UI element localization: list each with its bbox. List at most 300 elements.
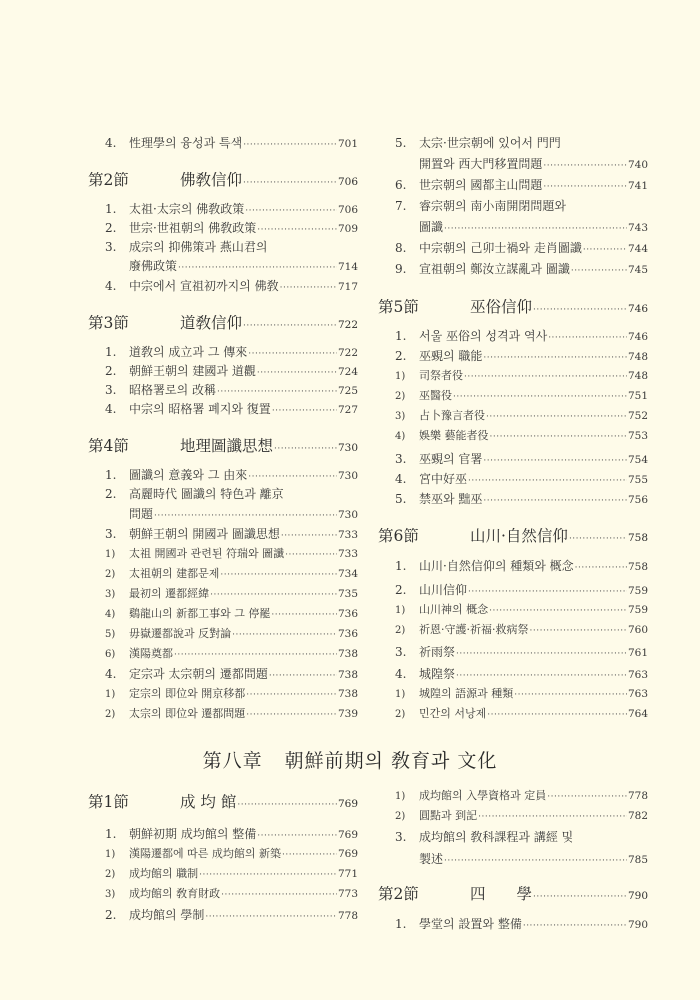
toc-entry-number: 1.	[105, 202, 117, 216]
toc-entry-number: 4)	[395, 431, 406, 442]
dot-leader	[490, 429, 627, 445]
toc-entry	[88, 526, 358, 544]
toc-entry	[88, 344, 358, 362]
toc-entry-title: 成 均 館	[180, 793, 237, 811]
toc-entry	[88, 401, 358, 419]
toc-entry-title: 開置와 西大門移置問題	[419, 157, 543, 171]
toc-entry	[378, 916, 648, 934]
toc-entry	[378, 851, 648, 869]
dot-leader	[199, 867, 337, 883]
toc-entry-number: 4.	[395, 667, 407, 681]
toc-entry-title: 問題	[129, 507, 154, 521]
toc-entry-title: 朝鮮初期 成均館의 整備	[129, 827, 257, 841]
toc-entry-number: 1.	[105, 827, 117, 841]
dot-leader	[543, 179, 627, 195]
dot-leader	[569, 529, 627, 549]
toc-entry-number: 1)	[105, 689, 116, 700]
toc-entry-number: 2)	[395, 625, 406, 636]
toc-entry-title: 世宗·世祖朝의 佛敎政策	[129, 221, 257, 235]
toc-entry-title: 巫俗信仰	[470, 298, 533, 316]
toc-entry	[378, 156, 648, 174]
toc-entry-title: 定宗과 太宗朝의 遷都問題	[129, 667, 268, 681]
toc-entry-page: 701	[337, 138, 358, 150]
toc-section-entry	[88, 170, 358, 193]
toc-section-entry	[88, 313, 358, 336]
toc-entry-title: 製述	[419, 852, 444, 866]
toc-entry-page: 758	[627, 532, 648, 544]
toc-entry	[88, 907, 358, 925]
dot-leader	[453, 389, 627, 405]
dot-leader	[220, 567, 337, 583]
dot-leader	[533, 300, 627, 320]
toc-entry-number: 2)	[395, 709, 406, 720]
toc-entry-page: 733	[337, 548, 358, 560]
toc-entry-page: 740	[627, 159, 648, 171]
dot-leader	[523, 918, 627, 934]
toc-entry-title: 城隍의 語源과 種類	[419, 687, 514, 700]
dot-leader	[478, 809, 627, 825]
toc-entry-number: 5)	[105, 629, 116, 640]
toc-entry-number: 3.	[395, 830, 407, 844]
toc-entry-page: 730	[337, 442, 358, 454]
toc-entry-title: 漢陽奠都	[129, 647, 173, 660]
toc-entry-number: 2.	[395, 583, 407, 597]
toc-entry-number: 4.	[105, 136, 117, 150]
toc-entry-number: 第4節	[88, 437, 129, 455]
toc-entry-page: 739	[337, 708, 358, 720]
toc-entry-number: 2)	[105, 869, 116, 880]
toc-entry	[378, 471, 648, 489]
toc-entry	[88, 467, 358, 485]
toc-entry-page: 790	[627, 890, 648, 902]
toc-entry-page: 730	[337, 470, 358, 482]
toc-entry-number: 9.	[395, 262, 407, 276]
toc-entry-page: 748	[627, 351, 648, 363]
toc-entry-title: 最初의 遷都經緯	[129, 587, 210, 600]
toc-entry	[378, 558, 648, 576]
toc-entry-title: 占卜豫言者役	[419, 409, 485, 422]
dot-leader	[205, 909, 337, 925]
toc-entry-title: 睿宗朝의 南小南開閉問題와	[419, 199, 566, 213]
toc-entry-number: 3)	[395, 411, 406, 422]
toc-entry-title: 四 學	[470, 885, 533, 903]
toc-entry-title: 太宗·世宗朝에 있어서 門門	[419, 136, 561, 150]
toc-entry-title: 成均館의 職制	[129, 867, 199, 880]
toc-entry	[88, 486, 358, 502]
toc-entry-number: 2)	[395, 391, 406, 402]
toc-section-entry	[378, 526, 648, 549]
dot-leader	[257, 222, 337, 238]
toc-entry-number: 1)	[105, 849, 116, 860]
dot-leader	[243, 316, 337, 336]
toc-entry-number: 第5節	[378, 298, 419, 316]
dot-leader	[486, 409, 627, 425]
chapter-number: 第八章	[202, 750, 263, 772]
toc-entry-title: 廢佛政策	[129, 259, 178, 273]
toc-entry	[88, 566, 358, 583]
toc-entry-page: 753	[627, 430, 648, 442]
toc-entry-page: 709	[337, 223, 358, 235]
dot-leader	[548, 330, 627, 346]
dot-leader	[282, 847, 337, 863]
toc-entry	[88, 201, 358, 219]
dot-leader	[257, 828, 337, 844]
toc-entry	[88, 586, 358, 603]
toc-section-entry	[88, 436, 358, 459]
toc-entry-page: 706	[337, 176, 358, 188]
toc-entry	[378, 602, 648, 619]
toc-entry-page: 758	[627, 561, 648, 573]
toc-entry-page: 741	[627, 180, 648, 192]
toc-entry-number: 3.	[395, 452, 407, 466]
toc-entry-page: 733	[337, 529, 358, 541]
dot-leader	[483, 453, 627, 469]
dot-leader	[217, 384, 337, 400]
toc-entry-title: 佛敎信仰	[180, 171, 243, 189]
toc-entry-page: 734	[337, 568, 358, 580]
toc-entry	[378, 428, 648, 445]
dot-leader	[571, 263, 627, 279]
toc-entry-title: 山川·自然信仰의 種類와 概念	[419, 559, 574, 573]
toc-entry-title: 민간의 서낭제	[419, 707, 487, 720]
toc-entry-title: 中宗에서 宣祖初까지의 佛敎	[129, 279, 279, 293]
chapter-heading	[0, 746, 700, 773]
toc-entry-page: 778	[337, 910, 358, 922]
dot-leader	[285, 547, 337, 563]
dot-leader	[248, 469, 337, 485]
toc-entry-title: 中宗의 昭格署 폐지와 復置	[129, 402, 271, 416]
toc-entry	[88, 866, 358, 883]
dot-leader	[221, 887, 337, 903]
toc-entry	[378, 582, 648, 600]
toc-entry-title: 서울 巫俗의 성격과 역사	[419, 329, 548, 343]
toc-entry-title: 祈恩·守護·祈福·救病祭	[419, 623, 529, 636]
toc-entry-page: 714	[337, 261, 358, 273]
toc-entry-page: 746	[627, 331, 648, 343]
toc-entry-title: 圓點과 到記	[419, 809, 478, 822]
dot-leader	[269, 668, 337, 684]
toc-entry-title: 宮中好巫	[419, 472, 468, 486]
toc-entry-title: 地理圖讖思想	[180, 437, 274, 455]
toc-section-entry	[88, 792, 358, 815]
toc-entry-number: 5.	[395, 492, 407, 506]
toc-entry-title: 太祖 開國과 관련된 符瑞와 圖讖	[129, 547, 285, 560]
toc-entry-page: 760	[627, 624, 648, 636]
toc-entry-page: 764	[627, 708, 648, 720]
toc-entry	[378, 408, 648, 425]
toc-entry-number: 3.	[105, 527, 117, 541]
toc-entry-page: 706	[337, 204, 358, 216]
toc-entry-number: 第2節	[378, 885, 419, 903]
toc-entry	[88, 239, 358, 255]
toc-entry-title: 成均館의 敎育財政	[129, 887, 221, 900]
dot-leader	[444, 221, 627, 237]
toc-entry-title: 毋嶽遷都說과 反對論	[129, 627, 232, 640]
toc-entry-title: 禁巫와 黜巫	[419, 492, 483, 506]
toc-entry	[88, 846, 358, 863]
dot-leader	[272, 403, 337, 419]
toc-entry	[378, 348, 648, 366]
toc-entry-number: 2.	[105, 487, 117, 501]
toc-entry-page: 738	[337, 688, 358, 700]
toc-entry-title: 道敎信仰	[180, 314, 243, 332]
dot-leader	[575, 560, 627, 576]
dot-leader	[468, 473, 627, 489]
toc-entry-title: 太宗의 即位와 遷都問題	[129, 707, 246, 720]
toc-entry-number: 2.	[105, 221, 117, 235]
toc-entry-number: 2)	[105, 569, 116, 580]
toc-entry	[88, 382, 358, 400]
toc-entry-title: 巫醫役	[419, 389, 452, 402]
dot-leader	[464, 369, 627, 385]
toc-entry-title: 巫覡의 官署	[419, 452, 483, 466]
toc-entry-page: 743	[627, 222, 648, 234]
toc-entry-title: 山川神의 概念	[419, 603, 489, 616]
toc-entry-title: 成宗의 抑佛策과 燕山君의	[129, 240, 268, 254]
toc-entry-page: 738	[337, 648, 358, 660]
toc-entry-title: 太祖朝의 建都문제	[129, 567, 220, 580]
toc-entry-number: 4.	[395, 472, 407, 486]
toc-entry-number: 1)	[105, 549, 116, 560]
toc-entry	[88, 546, 358, 563]
dot-leader	[154, 508, 337, 524]
toc-entry	[378, 666, 648, 684]
dot-leader	[232, 627, 337, 643]
toc-section-entry	[378, 297, 648, 320]
toc-entry-title: 中宗朝의 己卯士禍와 走肖圖讖	[419, 241, 582, 255]
dot-leader	[483, 493, 627, 509]
toc-entry-page: 730	[337, 509, 358, 521]
toc-entry-page: 761	[627, 647, 648, 659]
toc-entry	[88, 220, 358, 238]
toc-entry-page: 744	[627, 243, 648, 255]
toc-entry-number: 4.	[105, 279, 117, 293]
toc-entry-number: 1.	[395, 559, 407, 573]
dot-leader	[456, 646, 627, 662]
toc-entry-title: 城隍祭	[419, 667, 456, 681]
dot-leader	[246, 687, 337, 703]
toc-entry-title: 學堂의 設置와 整備	[419, 917, 522, 931]
toc-entry	[378, 808, 648, 825]
toc-entry	[88, 686, 358, 703]
toc-entry-page: 790	[627, 919, 648, 931]
toc-entry-number: 1)	[395, 689, 406, 700]
toc-entry-number: 3.	[105, 240, 117, 254]
toc-entry	[88, 363, 358, 381]
toc-entry-title: 太祖·太宗의 佛敎政策	[129, 202, 245, 216]
toc-entry-page: 763	[627, 669, 648, 681]
toc-entry-page: 736	[337, 628, 358, 640]
dot-leader	[274, 439, 337, 459]
toc-entry-number: 1.	[105, 468, 117, 482]
toc-entry	[378, 198, 648, 214]
toc-entry-page: 722	[337, 347, 358, 359]
toc-entry-number: 第1節	[88, 793, 129, 811]
toc-entry-number: 第3節	[88, 314, 129, 332]
toc-entry	[88, 826, 358, 844]
toc-entry-number: 5.	[395, 136, 407, 150]
toc-entry	[88, 278, 358, 296]
dot-leader	[248, 346, 337, 362]
toc-entry-number: 第2節	[88, 171, 129, 189]
toc-entry-page: 754	[627, 454, 648, 466]
toc-entry-number: 7.	[395, 199, 407, 213]
toc-entry-title: 圖讖의 意義와 그 由來	[129, 468, 248, 482]
toc-entry-title: 昭格署로의 改稱	[129, 383, 216, 397]
dot-leader	[243, 137, 337, 153]
toc-entry-number: 2.	[395, 349, 407, 363]
toc-entry-title: 世宗朝의 國都主山問題	[419, 178, 543, 192]
toc-entry-page: 759	[627, 585, 648, 597]
toc-entry-page: 769	[337, 798, 358, 810]
toc-entry-number: 2)	[105, 709, 116, 720]
dot-leader	[468, 584, 627, 600]
toc-entry	[378, 686, 648, 703]
toc-entry-page: 746	[627, 303, 648, 315]
toc-entry-title: 宣祖朝의 鄭汝立謀亂과 圖讖	[419, 262, 570, 276]
toc-entry	[378, 328, 648, 346]
dot-leader	[246, 707, 337, 723]
toc-entry-page: 782	[627, 810, 648, 822]
toc-entry-title: 朝鮮王朝의 開國과 圖讖思想	[129, 527, 280, 541]
toc-entry	[378, 261, 648, 279]
dot-leader	[547, 789, 627, 805]
toc-entry	[378, 622, 648, 639]
toc-entry-page: 751	[627, 390, 648, 402]
toc-entry-title: 圖讖	[419, 220, 444, 234]
toc-entry-number: 1)	[395, 371, 406, 382]
dot-leader	[489, 603, 627, 619]
toc-entry	[378, 240, 648, 258]
toc-entry-number: 3.	[395, 645, 407, 659]
dot-leader	[514, 687, 627, 703]
toc-entry-number: 1)	[395, 791, 406, 802]
toc-entry-title: 成均館의 敎科課程과 講經 및	[419, 830, 574, 844]
toc-entry	[378, 706, 648, 723]
toc-entry	[88, 258, 358, 276]
toc-entry-page: 769	[337, 848, 358, 860]
toc-entry-number: 1)	[395, 605, 406, 616]
toc-entry	[88, 706, 358, 723]
toc-entry-page: 769	[337, 829, 358, 841]
toc-entry-number: 6)	[105, 649, 116, 660]
dot-leader	[257, 365, 337, 381]
chapter-title: 朝鮮前期의 敎育과 文化	[284, 750, 498, 772]
toc-entry-title: 巫覡의 職能	[419, 349, 483, 363]
toc-entry-number: 8.	[395, 241, 407, 255]
toc-entry-page: 727	[337, 404, 358, 416]
toc-entry	[378, 368, 648, 385]
dot-leader	[483, 350, 627, 366]
toc-entry-title: 成均館의 入學資格과 定員	[419, 789, 547, 802]
toc-entry	[88, 666, 358, 684]
toc-entry-number: 6.	[395, 178, 407, 192]
dot-leader	[530, 623, 627, 639]
toc-entry	[378, 135, 648, 151]
toc-entry-page: 724	[337, 366, 358, 378]
toc-entry	[378, 219, 648, 237]
toc-entry	[88, 646, 358, 663]
dot-leader	[543, 158, 627, 174]
dot-leader	[456, 668, 627, 684]
toc-entry-number: 4.	[105, 402, 117, 416]
dot-leader	[280, 280, 337, 296]
toc-entry-page: 725	[337, 385, 358, 397]
toc-entry-number: 第6節	[378, 527, 419, 545]
dot-leader	[281, 528, 337, 544]
toc-entry-page: 736	[337, 608, 358, 620]
toc-entry-page: 755	[627, 474, 648, 486]
toc-entry-number: 4)	[105, 609, 116, 620]
toc-entry-page: 778	[627, 790, 648, 802]
toc-entry-title: 娛樂 藝能者役	[419, 429, 489, 442]
toc-entry-title: 山川·自然信仰	[470, 527, 568, 545]
toc-entry	[378, 388, 648, 405]
dot-leader	[178, 260, 337, 276]
toc-entry-page: 756	[627, 494, 648, 506]
toc-entry-number: 2.	[105, 908, 117, 922]
toc-entry-number: 3.	[105, 383, 117, 397]
toc-entry-title: 高麗時代 圖讖의 特色과 離京	[129, 487, 284, 501]
toc-entry-title: 道敎의 成立과 그 傳來	[129, 345, 248, 359]
toc-entry	[88, 886, 358, 903]
dot-leader	[243, 173, 337, 193]
toc-entry	[88, 506, 358, 524]
toc-entry-number: 3)	[105, 889, 116, 900]
toc-entry-page: 771	[337, 868, 358, 880]
toc-entry-page: 752	[627, 410, 648, 422]
toc-entry-page: 722	[337, 319, 358, 331]
dot-leader	[444, 853, 627, 869]
toc-entry-page: 745	[627, 264, 648, 276]
dot-leader	[533, 887, 627, 907]
toc-entry-number: 2.	[105, 364, 117, 378]
toc-entry-page: 748	[627, 370, 648, 382]
toc-entry-title: 祈雨祭	[419, 645, 456, 659]
dot-leader	[237, 795, 337, 815]
toc-entry-number: 4.	[105, 667, 117, 681]
toc-entry-page: 738	[337, 669, 358, 681]
toc-entry-title: 司祭者役	[419, 369, 463, 382]
toc-entry	[88, 626, 358, 643]
toc-entry-page: 717	[337, 281, 358, 293]
toc-entry-page: 763	[627, 688, 648, 700]
toc-entry-number: 3)	[105, 589, 116, 600]
toc-entry	[378, 829, 648, 845]
toc-entry-number: 1.	[395, 329, 407, 343]
toc-entry-title: 性理學의 융성과 특색	[129, 136, 243, 150]
toc-entry-page: 759	[627, 604, 648, 616]
toc-section-entry	[378, 884, 648, 907]
toc-entry-page: 773	[337, 888, 358, 900]
dot-leader	[210, 587, 337, 603]
toc-entry-page: 785	[627, 854, 648, 866]
toc-entry-title: 成均館의 學制	[129, 908, 205, 922]
toc-entry	[88, 135, 358, 153]
toc-entry-page: 735	[337, 588, 358, 600]
toc-entry	[88, 606, 358, 623]
dot-leader	[583, 242, 627, 258]
toc-entry	[378, 451, 648, 469]
toc-entry-number: 1.	[395, 917, 407, 931]
toc-entry	[378, 177, 648, 195]
toc-entry	[378, 491, 648, 509]
toc-entry-title: 山川信仰	[419, 583, 468, 597]
dot-leader	[487, 707, 627, 723]
toc-entry-number: 2)	[395, 811, 406, 822]
dot-leader	[245, 203, 337, 219]
toc-entry-title: 漢陽遷都에 따른 成均館의 新築	[129, 847, 281, 860]
